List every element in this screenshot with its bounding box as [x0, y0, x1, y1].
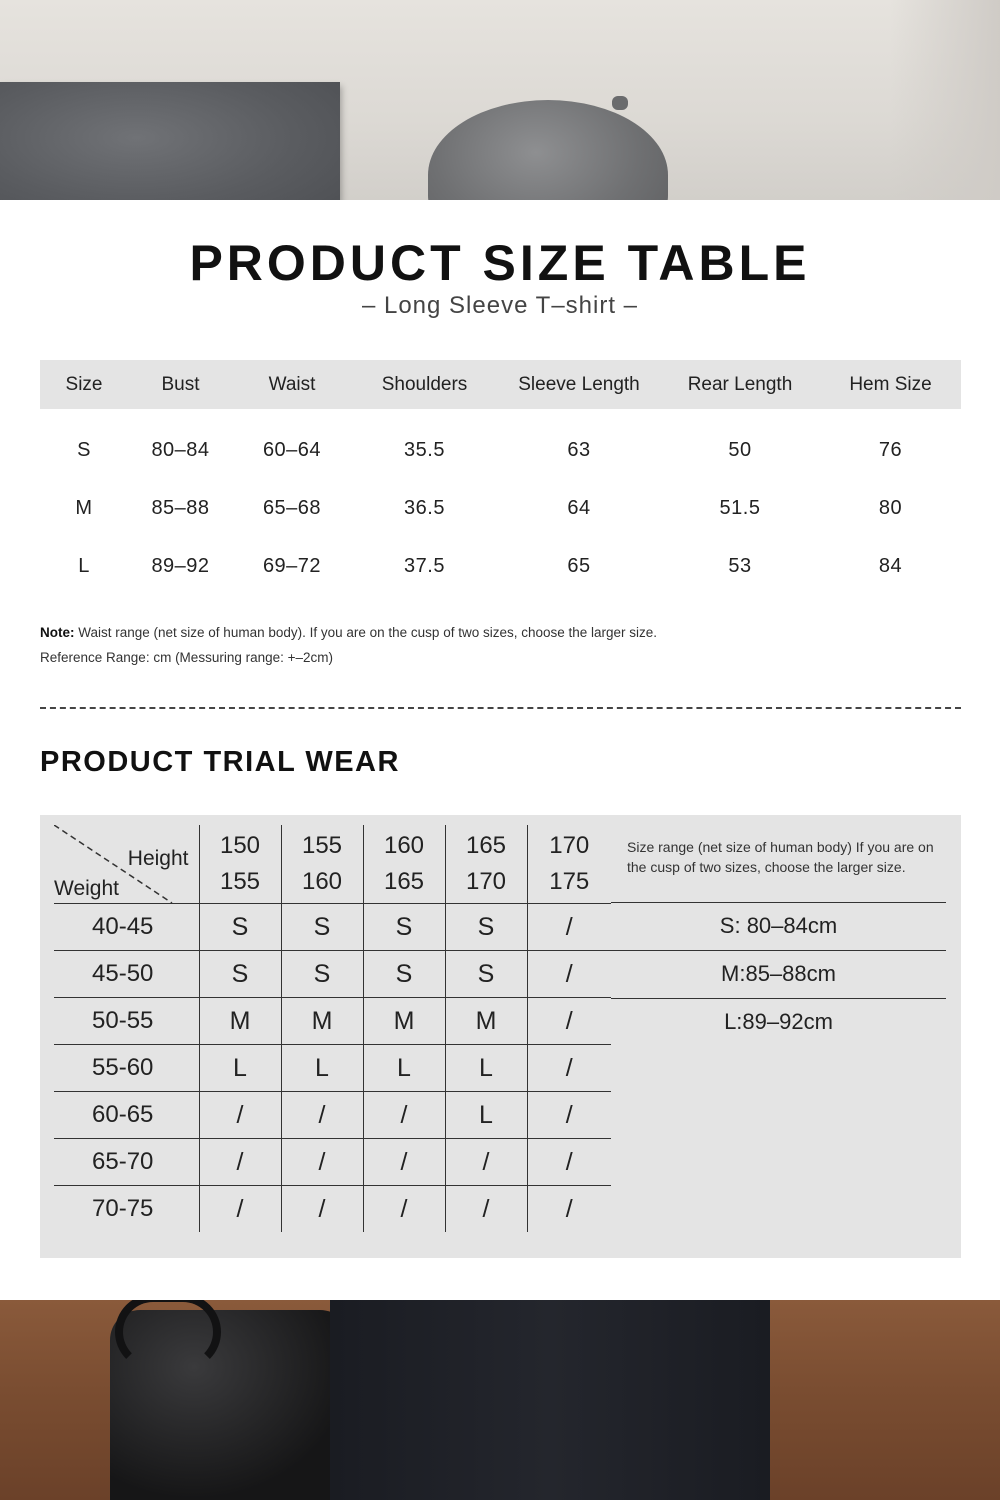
height-range: 160 165	[363, 825, 445, 904]
column-header: Waist	[233, 360, 351, 409]
reference-range: Reference Range: cm (Messuring range: +–2cm)	[40, 650, 334, 665]
size-range-column	[611, 825, 946, 1047]
size-cell: /	[199, 1092, 281, 1139]
column-header: Sleeve Length	[498, 360, 660, 409]
size-cell: /	[527, 1092, 611, 1139]
size-cell: /	[527, 1186, 611, 1233]
size-range-s: S: 80–84cm	[611, 903, 946, 951]
table-cell: S	[77, 438, 91, 461]
size-cell: /	[363, 1186, 445, 1233]
size-cell: /	[527, 904, 611, 951]
size-cell: S	[445, 904, 527, 951]
size-cell: L	[445, 1045, 527, 1092]
table-cell: 69–72	[262, 554, 322, 577]
size-cell: /	[363, 1092, 445, 1139]
size-cell: S	[363, 951, 445, 998]
size-cell: /	[527, 1139, 611, 1186]
size-cell: S	[281, 904, 363, 951]
height-range: 170 175	[527, 825, 611, 904]
size-note	[40, 625, 940, 640]
note-label: Note:	[40, 625, 75, 640]
note-text: Waist range (net size of human body). If you are on the cusp of two sizes, choose the larger size.	[74, 625, 658, 640]
table-cell: 65–68	[262, 496, 322, 519]
table-cell: 63	[567, 438, 591, 461]
size-range-l: L:89–92cm	[724, 1009, 833, 1034]
table-cell: 51.5	[719, 496, 761, 519]
column-header: Hem Size	[820, 360, 961, 409]
page-subtitle: – Long Sleeve T–shirt –	[361, 292, 639, 319]
table-row	[40, 479, 961, 537]
size-cell: /	[363, 1139, 445, 1186]
size-cell: /	[445, 1186, 527, 1233]
page-title: PRODUCT SIZE TABLE	[189, 235, 811, 291]
table-cell: 37.5	[404, 554, 445, 577]
weight-range: 55-60	[54, 1045, 199, 1092]
trial-wear-title: PRODUCT TRIAL WEAR	[40, 746, 400, 778]
size-chart-card	[0, 200, 1000, 1300]
height-label: Height	[127, 847, 189, 870]
table-cell: 76	[878, 438, 903, 461]
table-cell: M	[75, 496, 93, 519]
table-row	[54, 1186, 611, 1233]
table-cell: 35.5	[404, 438, 445, 461]
size-cell: /	[281, 1139, 363, 1186]
handbag-handle	[115, 1300, 221, 1370]
section-divider	[40, 707, 961, 709]
table-cell: 60–64	[262, 438, 322, 461]
column-header: Size	[40, 360, 128, 409]
size-cell: M	[445, 998, 527, 1045]
knit-skirt	[330, 1300, 770, 1500]
weight-range: 50-55	[54, 998, 199, 1045]
size-cell: S	[445, 951, 527, 998]
corner-cell	[54, 825, 199, 904]
wall-panel	[0, 82, 340, 200]
beret-hat	[428, 100, 668, 200]
size-cell: M	[363, 998, 445, 1045]
size-table	[40, 360, 961, 595]
table-cell: L	[78, 554, 90, 577]
size-cell: M	[281, 998, 363, 1045]
table-row	[54, 998, 611, 1045]
table-cell: 64	[567, 496, 591, 519]
size-cell: /	[445, 1139, 527, 1186]
weight-range: 45-50	[54, 951, 199, 998]
column-header: Rear Length	[660, 360, 820, 409]
table-row	[40, 537, 961, 595]
size-range-m: M:85–88cm	[611, 951, 946, 999]
weight-range: 40-45	[54, 904, 199, 951]
size-cell: /	[281, 1186, 363, 1233]
background-photo-bottom	[0, 1300, 1000, 1500]
size-cell: M	[199, 998, 281, 1045]
table-cell: 84	[878, 554, 903, 577]
table-row	[54, 1045, 611, 1092]
trial-wear-grid	[54, 825, 611, 1232]
table-cell: 36.5	[404, 496, 445, 519]
table-row	[54, 1139, 611, 1186]
size-cell: L	[445, 1092, 527, 1139]
table-cell: 80	[878, 496, 903, 519]
background-photo-top	[0, 0, 1000, 200]
trial-wear-panel	[40, 815, 961, 1258]
height-range: 150 155	[199, 825, 281, 904]
size-cell: L	[363, 1045, 445, 1092]
table-row	[54, 904, 611, 951]
weight-label: Weight	[54, 877, 119, 900]
table-cell: 80–84	[151, 438, 210, 461]
weight-range: 60-65	[54, 1092, 199, 1139]
table-cell: 53	[728, 554, 752, 577]
table-cell: 50	[728, 438, 752, 461]
size-cell: /	[281, 1092, 363, 1139]
size-cell: L	[199, 1045, 281, 1092]
height-header-row	[54, 825, 611, 904]
weight-range: 65-70	[54, 1139, 199, 1186]
size-cell: S	[363, 904, 445, 951]
weight-range: 70-75	[92, 1195, 154, 1222]
beret-stem	[612, 96, 628, 110]
height-range: 165 170	[445, 825, 527, 904]
size-cell: /	[527, 998, 611, 1045]
table-row	[40, 421, 961, 479]
table-cell: 85–88	[151, 496, 210, 519]
column-header: Shoulders	[351, 360, 498, 409]
table-row	[54, 951, 611, 998]
size-cell: /	[527, 951, 611, 998]
size-cell: S	[281, 951, 363, 998]
table-cell: 89–92	[151, 554, 210, 577]
table-row	[54, 1092, 611, 1139]
table-cell: 65	[567, 554, 591, 577]
size-cell: S	[199, 951, 281, 998]
size-cell: S	[199, 904, 281, 951]
height-range: 155 160	[281, 825, 363, 904]
column-header: Bust	[128, 360, 233, 409]
size-range-note: Size range (net size of human body) If you are on the cusp of two sizes, choose the larger size.	[611, 825, 946, 903]
size-cell: /	[527, 1045, 611, 1092]
size-cell: L	[281, 1045, 363, 1092]
size-cell: /	[199, 1139, 281, 1186]
size-cell: /	[199, 1186, 281, 1233]
size-table-header-row	[40, 360, 961, 409]
